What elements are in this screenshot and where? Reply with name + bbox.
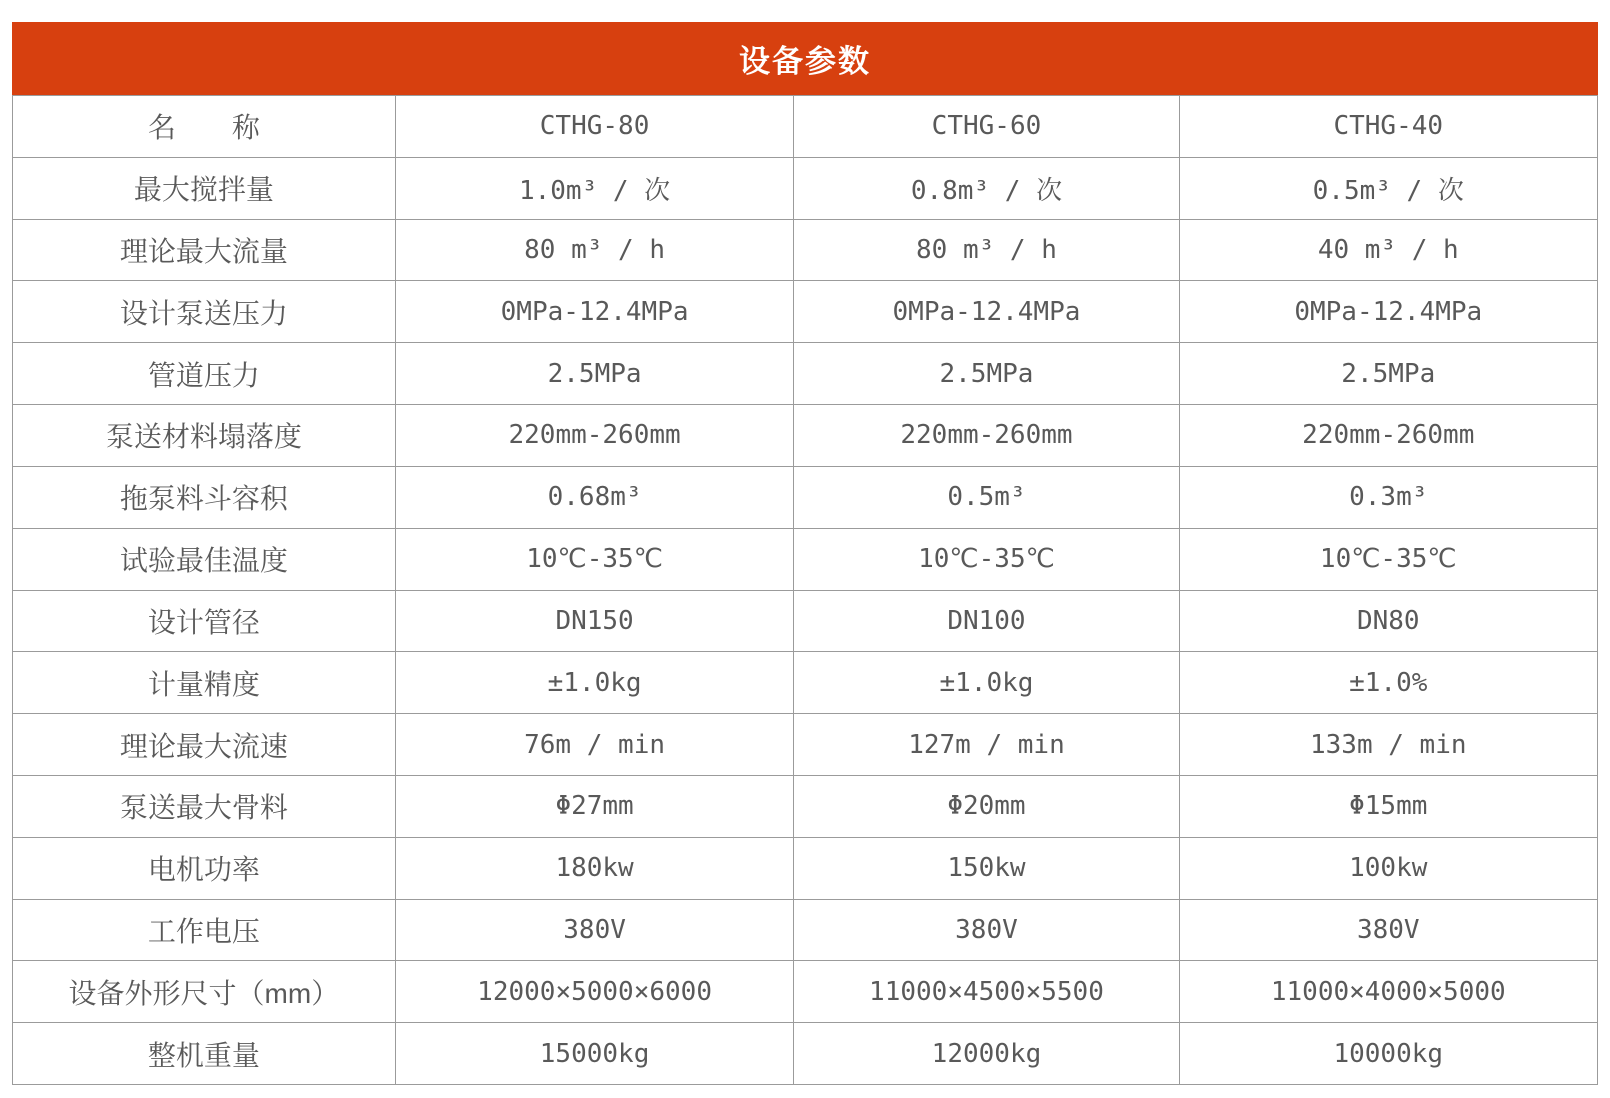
table-row (13, 899, 1598, 961)
row-label: 理论最大流速 (13, 714, 396, 776)
value-cell: 150kw (794, 837, 1179, 899)
value-cell: ±1.0% (1179, 652, 1597, 714)
row-label: 试验最佳温度 (13, 528, 396, 590)
table-row (13, 961, 1598, 1023)
row-label: 整机重量 (13, 1023, 396, 1085)
value-cell: 0MPa-12.4MPa (395, 281, 794, 343)
value-cell: 1.0m³ / 次 (395, 157, 794, 219)
table-row (13, 281, 1598, 343)
value-cell: ±1.0kg (395, 652, 794, 714)
row-label: 名 称 (13, 96, 396, 158)
value-cell: DN100 (794, 590, 1179, 652)
value-cell: Φ20mm (794, 775, 1179, 837)
row-label: 电机功率 (13, 837, 396, 899)
row-label: 泵送最大骨料 (13, 775, 396, 837)
value-cell: 12000×5000×6000 (395, 961, 794, 1023)
value-cell: 0.5m³ (794, 466, 1179, 528)
value-cell: 220mm-260mm (395, 405, 794, 467)
row-label: 泵送材料塌落度 (13, 405, 396, 467)
value-cell: 10℃-35℃ (395, 528, 794, 590)
row-label: 设计泵送压力 (13, 281, 396, 343)
equipment-parameters-panel (12, 22, 1598, 1085)
value-cell: 80 m³ / h (794, 219, 1179, 281)
table-title: 设备参数 (739, 44, 871, 79)
value-cell: ±1.0kg (794, 652, 1179, 714)
value-cell: 0MPa-12.4MPa (1179, 281, 1597, 343)
value-cell: 0.68m³ (395, 466, 794, 528)
value-cell: 2.5MPa (395, 343, 794, 405)
row-label: 拖泵料斗容积 (13, 466, 396, 528)
value-cell: 100kw (1179, 837, 1597, 899)
table-row (13, 405, 1598, 467)
value-cell: 10000kg (1179, 1023, 1597, 1085)
row-label: 管道压力 (13, 343, 396, 405)
value-cell: 10℃-35℃ (1179, 528, 1597, 590)
value-cell: 76m / min (395, 714, 794, 776)
value-cell: DN80 (1179, 590, 1597, 652)
table-row (13, 219, 1598, 281)
value-cell: 40 m³ / h (1179, 219, 1597, 281)
value-cell: 10℃-35℃ (794, 528, 1179, 590)
value-cell: 127m / min (794, 714, 1179, 776)
table-row (13, 96, 1598, 158)
value-cell: 11000×4000×5000 (1179, 961, 1597, 1023)
table-row (13, 590, 1598, 652)
table-row (13, 528, 1598, 590)
value-cell: 0.8m³ / 次 (794, 157, 1179, 219)
row-label: 最大搅拌量 (13, 157, 396, 219)
row-label: 工作电压 (13, 899, 396, 961)
value-cell: 0.5m³ / 次 (1179, 157, 1597, 219)
value-cell: 0.3m³ (1179, 466, 1597, 528)
value-cell: DN150 (395, 590, 794, 652)
value-cell: 2.5MPa (1179, 343, 1597, 405)
value-cell: 80 m³ / h (395, 219, 794, 281)
table-row (13, 652, 1598, 714)
value-cell: 133m / min (1179, 714, 1597, 776)
value-cell: 2.5MPa (794, 343, 1179, 405)
value-cell: 12000kg (794, 1023, 1179, 1085)
value-cell: 0MPa-12.4MPa (794, 281, 1179, 343)
table-row (13, 343, 1598, 405)
row-label: 设备外形尺寸（mm） (13, 961, 396, 1023)
parameters-table (12, 95, 1598, 1085)
row-label: 设计管径 (13, 590, 396, 652)
value-cell: 380V (1179, 899, 1597, 961)
table-row (13, 466, 1598, 528)
table-row (13, 714, 1598, 776)
value-cell: 380V (395, 899, 794, 961)
value-cell: 11000×4500×5500 (794, 961, 1179, 1023)
table-row (13, 1023, 1598, 1085)
row-label: 计量精度 (13, 652, 396, 714)
value-cell: 220mm-260mm (794, 405, 1179, 467)
value-cell: CTHG-80 (395, 96, 794, 158)
value-cell: 220mm-260mm (1179, 405, 1597, 467)
table-row (13, 775, 1598, 837)
table-row (13, 837, 1598, 899)
table-title-bar (12, 22, 1598, 95)
value-cell: Φ15mm (1179, 775, 1597, 837)
value-cell: 15000kg (395, 1023, 794, 1085)
value-cell: CTHG-40 (1179, 96, 1597, 158)
value-cell: CTHG-60 (794, 96, 1179, 158)
value-cell: 380V (794, 899, 1179, 961)
value-cell: Φ27mm (395, 775, 794, 837)
value-cell: 180kw (395, 837, 794, 899)
table-row (13, 157, 1598, 219)
row-label: 理论最大流量 (13, 219, 396, 281)
